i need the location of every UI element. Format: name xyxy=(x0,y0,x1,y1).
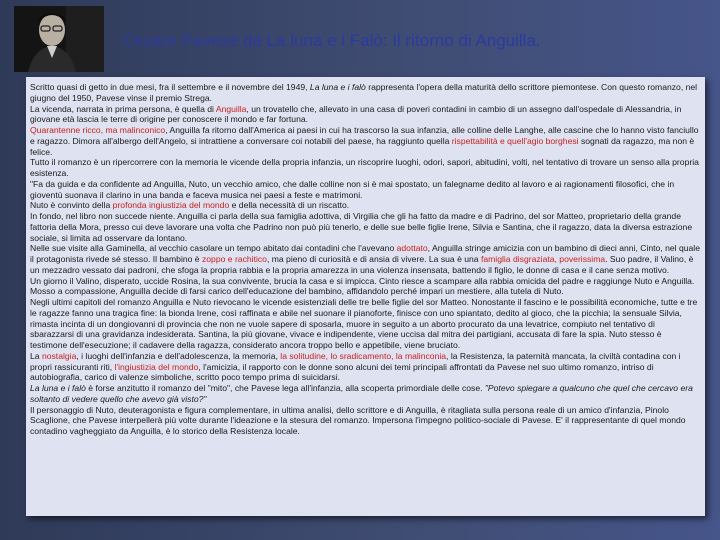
paragraph xyxy=(30,125,700,157)
paragraph xyxy=(30,383,700,405)
text-run: , Anguilla fa ritorno dall'America ai paesi in cui ha trascorso la sua infanzia, alle colline delle Langhe, alle cascine che lo hanno visto fanciullo e ragazzo. Dimora all'albergo dell'Angelo, si intrattiene a conversare coi notabili del paese, ha raggiunto quella xyxy=(30,125,699,146)
highlighted-text: zoppo e rachitico xyxy=(201,254,267,264)
text-run: , un trovatello che, allevato in una casa di poveri contadini in cambio di un assegno dall'ospedale di Alessandria, in giovane età lascia le terre di origine per conoscere il mondo e far fortuna. xyxy=(30,103,682,125)
paragraph xyxy=(30,351,700,383)
text-run: In fondo, nel libro non succede niente. Anguilla ci parla della sua famiglia adottiva, di Virgilia che gli ha fatto da madre e di Padrino, del sor Matteo, proprietario della grande fattoria della Mora, presso cui deve lavorare una volta che Padrino non può più tenerlo, e delle sue belle figlie Irene, Silvia e Santina, che il ragazzo, data la diversa estrazione sociale, si limita ad osservare da lontano. xyxy=(30,211,693,243)
text-run: Il personaggio di Nuto, deuteragonista e figura complementare, in ultima analisi, dello scrittore e di Anguilla, è ritagliata sulla persona reale di un amico d'infanzia, Pinolo Scaglione, che Pavese interpellerà più volte durante l'ideazione e la stesura del romanzo. Impersona l'impegno politico-sociale di Pavese. E' il rappresentante di quel mondo contadino vagheggiato da Anguilla, è lo storico della Resistenza locale. xyxy=(30,404,686,436)
text-run: Nuto è convinto della xyxy=(30,200,113,211)
paragraph xyxy=(30,211,700,243)
paragraph xyxy=(30,179,700,201)
text-run: Nelle sue visite alla Gaminella, al vecchio casolare un tempo abitato dai contadini che l'avevano xyxy=(30,243,397,254)
text-run: , la Resistenza, la paternità mancata, la civiltà contadina con i propri rassicuranti riti, xyxy=(30,350,681,372)
article-body xyxy=(26,77,705,437)
text-run: . Suo padre, il Valino, è un mezzadro vessato dai padroni, che sfoga la propria rabbia e la propria amarezza in una violenza insensata, battendo il figlio, le donne di casa e il cane senza motivo. xyxy=(30,254,694,275)
text-run: è forse anzitutto il romanzo del "mito", che Pavese lega all'infanzia, alla scoperta primordiale delle cose. xyxy=(85,383,485,393)
italic-text: La luna e i falò xyxy=(309,82,366,92)
highlighted-text: adottato xyxy=(396,243,428,254)
text-run: Tutto il romanzo è un ripercorrere con la memoria le vicende della propria infanzia, un riscoprire luoghi, odori, sapori, abitudini, volti, nel tentativo di trovare un senso alla propria esistenza. xyxy=(30,157,699,178)
author-portrait xyxy=(14,6,104,72)
paragraph xyxy=(30,276,700,298)
text-run: e della necessità di un riscatto. xyxy=(229,200,350,211)
highlighted-text: Anguilla xyxy=(215,103,247,114)
highlighted-text: la solitudine, lo sradicamento, la malinconia xyxy=(280,350,447,361)
highlighted-text: rispettabilità e quell'agio borghesi xyxy=(451,135,579,146)
italic-text: "Potevo spiegare a qualcuno che quel che cercavo era soltanto di vedere quello che avevo già visto?" xyxy=(30,383,693,404)
portrait-image xyxy=(14,6,104,72)
highlighted-text: famiglia disgraziata, poverissima xyxy=(480,254,606,264)
text-run: rappresenta l'opera della maturità dello scrittore piemontese. Con questo romanzo, nel giugno del 1950, Pavese vinse il premio Strega. xyxy=(30,82,698,103)
text-run: sognati da ragazzo, ma non è felice. xyxy=(30,135,695,157)
text-run: La vicenda, narrata in prima persona, è quella di xyxy=(30,103,216,114)
highlighted-text: profonda ingiustizia del mondo xyxy=(112,200,230,211)
paragraph xyxy=(30,82,700,104)
paragraph xyxy=(30,243,700,275)
highlighted-text: l'ingiustizia del mondo xyxy=(114,361,199,372)
paragraph xyxy=(30,157,700,179)
text-panel xyxy=(26,77,705,516)
highlighted-text: nostalgia xyxy=(41,350,77,361)
paragraph xyxy=(30,200,700,211)
text-run: Scritto quasi di getto in due mesi, fra il settembre e il novembre del 1949, xyxy=(30,82,310,92)
text-run: , Anguilla stringe amicizia con un bambino di dieci anni, Cinto, nel quale il protagonista rivede sé stesso. Il bambino è xyxy=(30,243,700,264)
italic-text: La luna e i falò xyxy=(30,383,86,393)
paragraph xyxy=(30,104,700,126)
text-run: Un giorno il Valino, disperato, uccide Rosina, la sua convivente, brucia la casa e si impicca. Cinto riesce a scampare alla rabbia omicida del padre e raggiunge Nuto e Anguilla. Mosso a compassione, Anguilla decide di farsi carico dell'educazione del bambino, affidandolo perché impari un mestiere, alla tutela di Nuto. xyxy=(30,275,695,297)
paragraph xyxy=(30,297,700,351)
paragraph xyxy=(30,405,700,437)
text-run: La xyxy=(30,350,42,361)
text-run: , ma pieno di curiosità e di ansia di vivere. La sua è una xyxy=(266,254,481,264)
text-run: "Fa da guida e da confidente ad Anguilla, Nuto, un vecchio amico, che dalle colline non si è mai spostato, un falegname dedito al lavoro e ai ragionamenti filosofici, che in gioventù suonava il clarino in una banda e faceva musica nei paesi a feste e matrimoni. xyxy=(30,178,675,200)
text-run: , l'amicizia, il rapporto con le donne sono alcuni dei temi principali affrontati da Pavese nel suo ultimo romanzo, intriso di autobiografia, carico di valenze simboliche, scritto poco tempo prima di suicidarsi. xyxy=(30,361,654,383)
highlighted-text: Quarantenne ricco, ma malinconico xyxy=(30,125,166,135)
page-title: Cesare Pavese da La luna e i Falò: Il ritorno di Anguilla. xyxy=(122,31,541,50)
text-run: Negli ultimi capitoli del romanzo Anguilla e Nuto rievocano le vicende esistenziali delle tre belle figlie del sor Matteo. Nonostante il fascino e le possibilità economiche, tutte e tre le ragazze fanno una tragica fine: la bionda Irene, così raffinata e abile nel suonare il pianoforte, finisce con uno spiantato, dedito al gioco, che la picchia; la sensuale Silvia, rimasta incinta di un dongiovanni di provincia che non ne vuole sapere di sposarla, muore in seguito a un aborto procurato da una levatrice, compiuto nel tentativo di sbarazzarsi di una gravidanza indesiderata. Santina, la più giovane, vivace e indipendente, viene uccisa dal mitra dei partigiani, accusata di fare la spia. Nuto stesso è testimone dell'esecuzione; il cadavere della ragazza, considerato ancora troppo bello e appetibile, viene bruciato. xyxy=(30,297,698,350)
text-run: , i luoghi dell'infanzia e dell'adolescenza, la memoria, xyxy=(76,350,281,361)
